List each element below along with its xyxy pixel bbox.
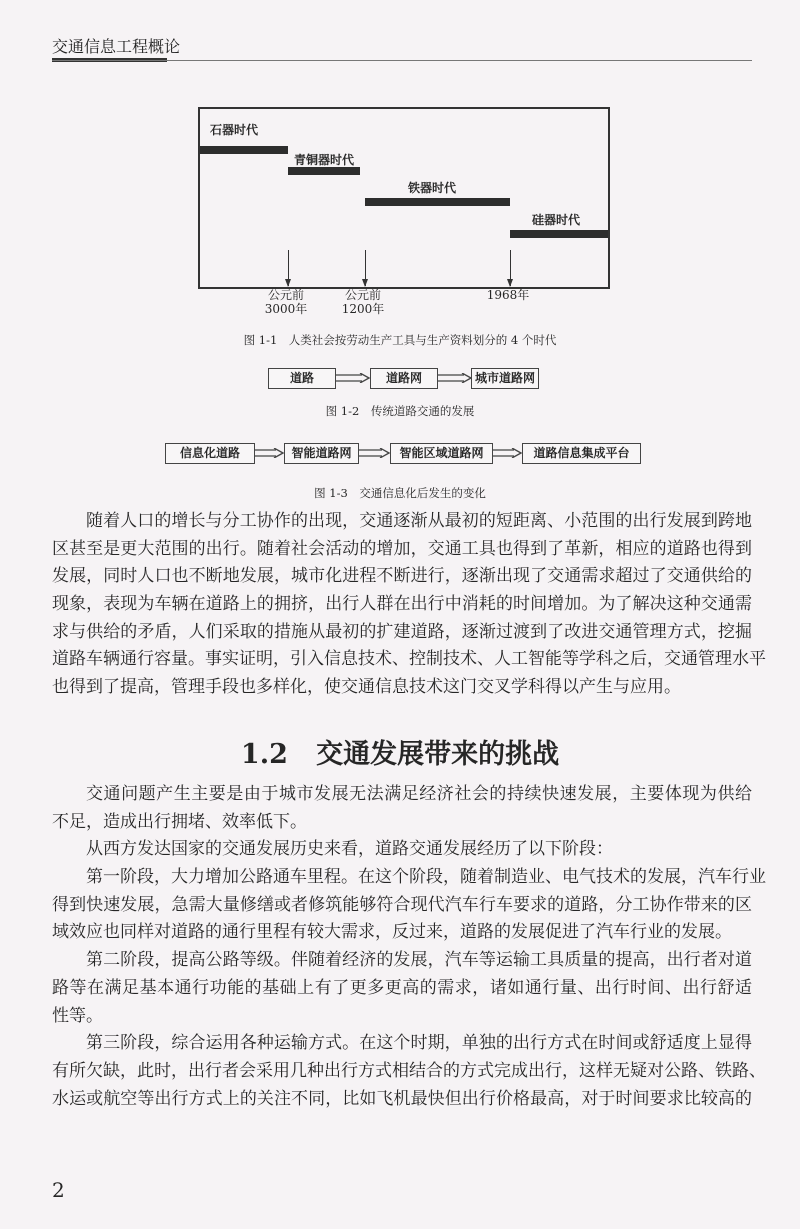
era-label-iron: 铁器时代 [408, 181, 457, 195]
text-line: 道路车辆通行容量。事实证明，引入信息技术、控制技术、人工智能等学科之后，交通管理水平 [52, 649, 766, 670]
figure-1-1-caption: 图 1-1 人类社会按劳动生产工具与生产资料划分的 4 个时代 [243, 333, 557, 347]
text-line: 有所欠缺，此时，出行者会采用几种出行方式相结合的方式完成出行，这样无疑对公路、铁路、 [52, 1060, 766, 1081]
figure-1-3-caption: 图 1-3 交通信息化后发生的变化 [314, 486, 486, 500]
text-line: 不足，造成出行拥堵、效率低下。 [52, 811, 307, 832]
flow-box-urban-road-network: 城市道路网 [471, 368, 539, 389]
text-line: 求与供给的矛盾，人们采取的措施从最初的扩建道路，逐渐过渡到了改进交通管理方式，挖掘 [52, 621, 752, 642]
section-number: 1.2 [240, 739, 288, 770]
text-line: 第一阶段，大力增加公路通车里程。在这个阶段，随着制造业、电气技术的发展，汽车行业 [86, 867, 766, 888]
header-rule [52, 60, 752, 61]
era-label-silicon: 硅器时代 [532, 213, 581, 227]
text-line: 得到快速发展，急需大量修缮或者修筑能够符合现代汽车行车要求的道路，分工协作带来的区 [52, 894, 752, 915]
arrow-down-icon [288, 250, 289, 286]
tick-line2: 1200年 [341, 302, 385, 316]
double-arrow-icon [493, 448, 522, 458]
text-line: 交通问题产生主要是由于城市发展无法满足经济社会的持续快速发展，主要体现为供给 [86, 784, 752, 804]
page-number: 2 [52, 1178, 65, 1202]
text-line: 区甚至是更大范围的出行。随着社会活动的增加，交通工具也得到了革新，相应的道路也得到 [52, 538, 752, 559]
tick-label-3000bc [251, 288, 321, 316]
tick-label-1200bc [328, 288, 398, 316]
text-line: 性等。 [52, 1005, 103, 1026]
era-label-stone: 石器时代 [210, 123, 259, 137]
text-line: 水运或航空等出行方式上的关注不同，比如飞机最快但出行价格最高，对于时间要求比较高的 [52, 1088, 752, 1109]
figure-1-2-caption: 图 1-2 传统道路交通的发展 [325, 404, 475, 418]
tick-line2: 3000年 [264, 302, 308, 316]
double-arrow-icon [438, 373, 472, 383]
tick-line1: 公元前 [344, 288, 381, 302]
double-arrow-icon [336, 373, 370, 383]
era-bar-bronze [288, 167, 360, 175]
flow-box-road-network: 道路网 [370, 368, 438, 389]
flow-box-informatized-road: 信息化道路 [165, 443, 255, 464]
section-title: 交通发展带来的挑战 [316, 739, 560, 770]
era-bar-iron [365, 198, 510, 206]
text-line: 发展，同时人口也不断地发展，城市化进程不断进行，逐渐出现了交通需求超过了交通供给的 [52, 566, 752, 587]
tick-line1: 公元前 [267, 288, 304, 302]
text-line: 路等在满足基本通行功能的基础上有了更多更高的需求，诸如通行量、出行时间、出行舒适 [52, 977, 752, 998]
text-line: 第三阶段，综合运用各种运输方式。在这个时期，单独的出行方式在时间或舒适度上显得 [86, 1033, 752, 1054]
double-arrow-icon [255, 448, 284, 458]
section-heading [0, 732, 800, 771]
arrow-down-icon [365, 250, 366, 286]
paragraph-body [52, 781, 766, 1113]
text-line: 也得到了提高，管理手段也多样化，使交通信息技术这门交叉学科得以产生与应用。 [52, 677, 681, 698]
text-line: 从西方发达国家的交通发展历史来看，道路交通发展经历了以下阶段： [86, 839, 613, 860]
era-bar-silicon [510, 230, 608, 238]
tick-label-1968 [473, 288, 543, 302]
arrow-down-icon [510, 250, 511, 286]
tick-line1: 1968年 [486, 288, 530, 302]
era-label-bronze: 青铜器时代 [294, 153, 355, 167]
running-header-title: 交通信息工程概论 [52, 37, 181, 56]
figure-1-1-timeline [198, 107, 610, 289]
flow-box-smart-road-network: 智能道路网 [284, 443, 359, 464]
flow-box-road: 道路 [268, 368, 336, 389]
text-line: 随着人口的增长与分工协作的出现，交通逐渐从最初的短距离、小范围的出行发展到跨地 [86, 511, 752, 531]
flow-box-road-info-platform: 道路信息集成平台 [522, 443, 641, 464]
text-line: 第二阶段，提高公路等级。伴随着经济的发展，汽车等运输工具质量的提高，出行者对道 [86, 950, 752, 971]
paragraph-intro [52, 508, 766, 702]
era-bar-stone [200, 146, 288, 154]
text-line: 域效应也同样对道路的通行里程有较大需求，反过来，道路的发展促进了汽车行业的发展。 [52, 922, 732, 943]
double-arrow-icon [359, 448, 390, 458]
text-line: 现象，表现为车辆在道路上的拥挤，出行人群在出行中消耗的时间增加。为了解决这种交通需 [52, 594, 752, 615]
flow-box-smart-regional-road-network: 智能区域道路网 [390, 443, 493, 464]
